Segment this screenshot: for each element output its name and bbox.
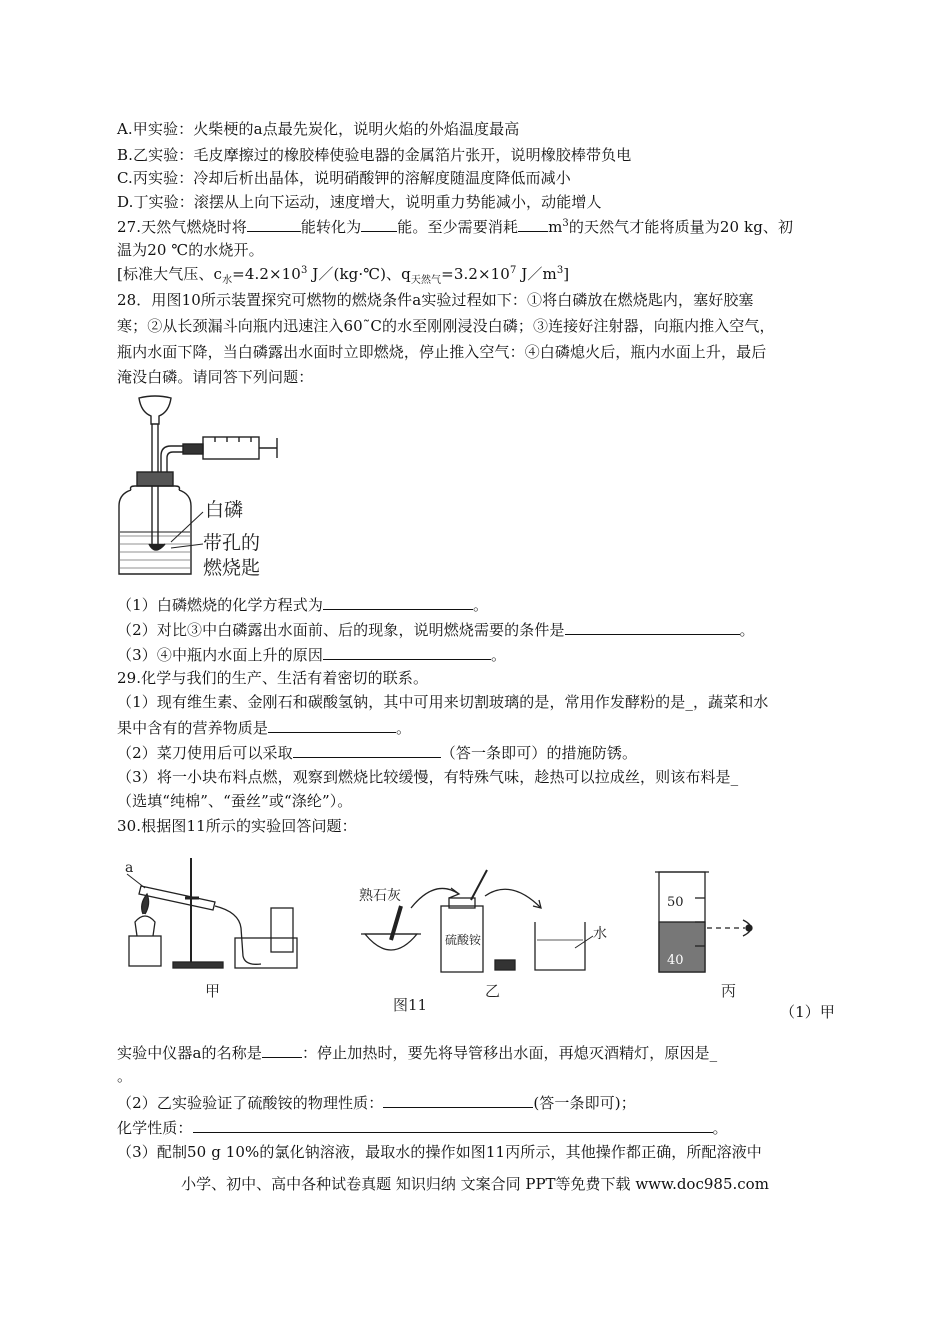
- option-a: A.甲实验：火柴梗的a点最先炭化，说明火焰的外焰温度最高: [117, 120, 520, 138]
- q29-line4: （2）菜刀使用后可以采取 （答一条即可）的措施防锈。: [117, 744, 638, 762]
- delivery-tube: [215, 906, 261, 964]
- q27-blank-3[interactable]: [518, 217, 548, 232]
- stand-base: [173, 962, 223, 968]
- q28-blank-2[interactable]: [565, 620, 740, 635]
- label-cyl-40: 40: [667, 953, 684, 968]
- bottle-neck: [131, 486, 180, 490]
- figure-11: [115, 848, 835, 1018]
- q28-blank-3[interactable]: [323, 645, 491, 660]
- label-jia: 甲: [205, 982, 221, 1000]
- q27-blank-2[interactable]: [361, 217, 397, 232]
- label-white-phosphorus: 白磷: [205, 500, 244, 521]
- spatula: [471, 870, 487, 900]
- q30-blank-3[interactable]: [193, 1118, 713, 1133]
- label-caption: 图11: [393, 996, 428, 1014]
- q30-sub1: 实验中仪器a的名称是 ：停止加热时，要先将导管移出水面，再熄灭酒精灯，原因是_: [117, 1044, 718, 1062]
- pestle: [391, 906, 401, 940]
- option-d: D.丁实验：滚摆从上向下运动，速度增大，说明重力势能减小，动能增人: [117, 193, 602, 211]
- q29-line2: （1）现有维生素、金刚石和碳酸氢钠，其中可用来切割玻璃的是，常用作发酵粉的是_，蔬菜和水: [117, 693, 769, 711]
- q29-blank-1[interactable]: [268, 718, 396, 733]
- q29-blank-2[interactable]: [293, 743, 441, 758]
- label-a: a: [125, 860, 134, 876]
- q30-sub1-end: 。: [117, 1067, 133, 1085]
- label-yi: 乙: [485, 982, 501, 1000]
- q27-blank-1[interactable]: [247, 217, 301, 232]
- side-tube: [161, 446, 183, 472]
- q29-line3: 果中含有的营养物质是 。: [117, 719, 412, 737]
- q28-sub1: （1）白磷燃烧的化学方程式为 。: [117, 596, 489, 614]
- spoon-bowl: [149, 544, 165, 550]
- q28-sub3: （3）④中瓶内水面上升的原因 。: [117, 646, 507, 664]
- arrow-2: [485, 889, 541, 908]
- q27-line1: 27.天然气燃烧时将 能转化为 能。至少需要消耗 $m^3$的天然气才能将质量为20 kg、初: [117, 218, 794, 236]
- q28-line3: 瓶内水面下降，当白磷露出水面时立即燃烧，停止推入空气：④白磷熄火后，瓶内水面上升，最后: [117, 343, 767, 361]
- q29-line6: （选填“纯棉”、“蚕丝”或“涤纶”）。: [117, 792, 353, 810]
- label-ammonium: 硫酸铵: [445, 933, 482, 947]
- q28-line1: 28．用图10所示装置探究可燃物的燃烧条件a实验过程如下：①将白磷放在燃烧匙内，塞好胶塞: [117, 291, 754, 309]
- page-footer: 小学、初中、高中各种试卷真题 知识归纳 文案合同 PPT等免费下载 www.doc985.com: [181, 1175, 769, 1193]
- q28-sub2: （2）对比③中白磷露出水面前、后的现象，说明燃烧需要的条件是 。: [117, 621, 755, 639]
- q28-line2: 寒；②从长颈漏斗向瓶内迅速注入60˜C的水至刚刚浸没白磷；③连接好注射器，向瓶内推入空气，: [117, 317, 775, 335]
- label-spoon-1: 带孔的: [203, 533, 261, 554]
- stopper: [137, 472, 173, 486]
- combustion-apparatus-figure: [115, 394, 295, 586]
- q30-blank-2[interactable]: [383, 1093, 533, 1108]
- option-b: B.乙实验：毛皮摩擦过的橡胶棒使验电器的金属箔片张开，说明橡胶棒带负电: [117, 146, 632, 164]
- label-water: 水: [593, 926, 607, 942]
- q28-line4: 淹没白磷。请同答下列问题：: [117, 368, 314, 386]
- label-spoon-2: 燃烧匙: [203, 558, 261, 579]
- q28-blank-1[interactable]: [323, 595, 473, 610]
- rubber-connector: [183, 444, 203, 454]
- label-lime: 熟石灰: [359, 888, 401, 904]
- leader-a: [127, 874, 145, 888]
- q30-sub3: 化学性质： 。: [117, 1119, 728, 1137]
- test-tube: [139, 886, 215, 910]
- q27-constants: [标准大气压、$c_水=4.2\times 10^3$ J／(kg·℃)、$q_{天然气}=3.2\times 10^7$ $J/m^3$]: [117, 265, 570, 286]
- funnel-bowl: [139, 396, 171, 424]
- water-trough: [235, 938, 297, 968]
- alcohol-lamp: [135, 916, 155, 936]
- flame: [142, 894, 149, 914]
- q30-right-tag: （1）甲: [780, 1003, 835, 1021]
- q30-line1: 30.根据图11所示的实验回答问题：: [117, 817, 357, 835]
- q29-line5: （3）将一小块布料点燃，观察到燃烧比较缓慢，有特殊气味，趁热可以拉成丝，则该布料是_: [117, 768, 739, 786]
- q30-sub4: （3）配制50 g 10%的氯化钠溶液，最取水的操作如图11丙所示，其他操作都正确，所配溶液中: [117, 1143, 762, 1161]
- q29-line1: 29.化学与我们的生产、生活有着密切的联系。: [117, 669, 429, 687]
- gas-bottle: [271, 908, 293, 952]
- option-c: C.丙实验：冷却后析出晶体，说明硝酸钾的溶解度随温度降低而减小: [117, 169, 571, 187]
- q27-line2: 温为20 ℃的水烧开。: [117, 241, 264, 259]
- leader-white: [171, 512, 203, 542]
- small-lid: [495, 960, 515, 970]
- leader-spoon: [171, 544, 203, 548]
- label-cyl-50: 50: [667, 895, 684, 910]
- q30-blank-1[interactable]: [262, 1043, 302, 1058]
- lamp-block: [129, 936, 161, 966]
- q30-sub2: （2）乙实验验证了硫酸铵的物理性质： (答一条即可)；: [117, 1094, 636, 1112]
- label-bing: 丙: [721, 982, 737, 1000]
